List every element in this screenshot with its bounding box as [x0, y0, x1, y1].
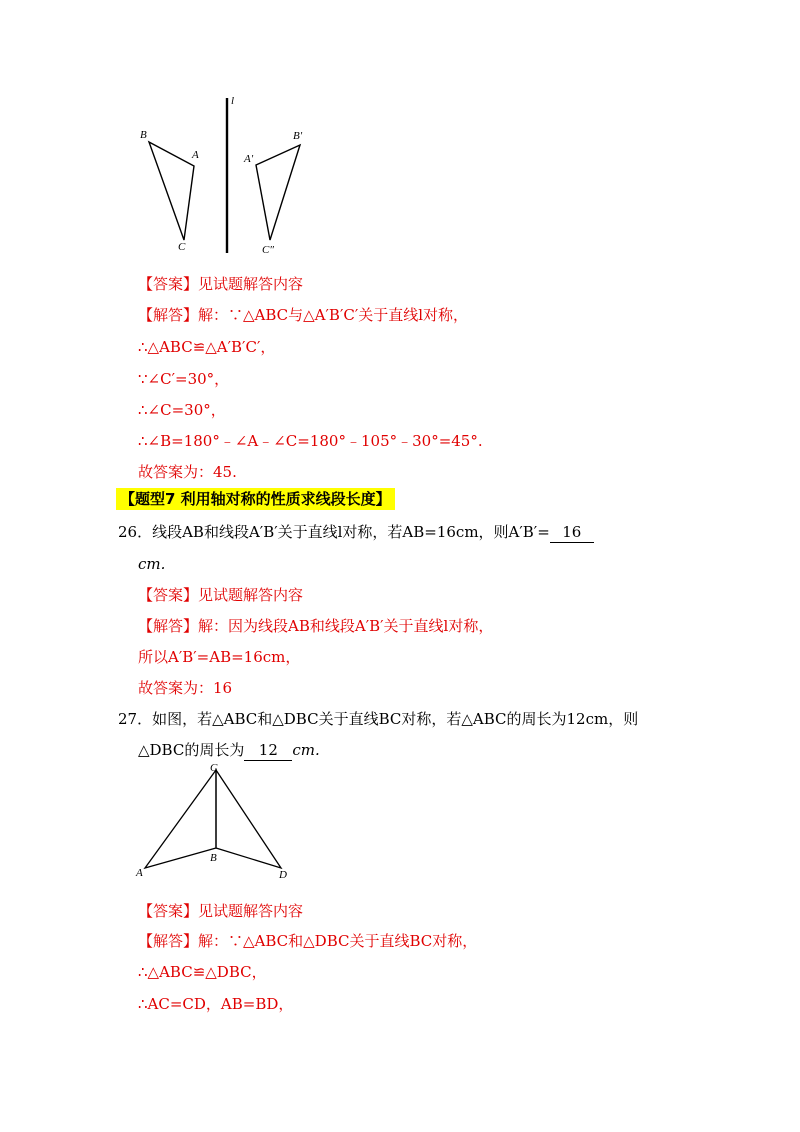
q25-solution-1: 【解答】解：∵△ABC与△A′B′C′关于直线l对称，: [138, 306, 469, 324]
label-l: l: [231, 95, 235, 107]
q26-answer-blank: 16: [550, 522, 594, 543]
label-C-prime: C″: [262, 244, 274, 256]
q25-solution-4: ∴∠C=30°，: [138, 401, 226, 419]
q27-number: 27．: [118, 710, 153, 728]
q26-answer-line: 【答案】见试题解答内容: [138, 586, 304, 604]
q26-solution-2: 所以A′B′=AB=16cm，: [138, 648, 301, 666]
q26-solution-1: 【解答】解：因为线段AB和线段A′B′关于直线l对称，: [138, 617, 494, 635]
q25-solution-6: 故答案为：45.: [138, 463, 237, 481]
label-D: D: [279, 869, 287, 881]
label-B-prime: B′: [293, 130, 303, 142]
q25-solution-5: ∴∠B=180°﹣∠A﹣∠C=180°﹣105°﹣30°=45°.: [138, 432, 483, 450]
triangle-a2b2c2: [256, 145, 300, 240]
q27-solution-2: ∴△ABC≌△DBC，: [138, 963, 267, 981]
label-C: C: [178, 241, 186, 253]
label-A: A: [136, 867, 143, 879]
label-C: C: [210, 762, 218, 774]
label-A-prime: A′: [244, 153, 254, 165]
q25-answer-line: 【答案】见试题解答内容: [138, 275, 304, 293]
q26-stem-line1: [118, 522, 594, 543]
q26-stem: 线段AB和线段A′B′关于直线l对称，若AB=16cm，则A′B′=: [152, 523, 550, 541]
q27-answer-line: 【答案】见试题解答内容: [138, 902, 304, 920]
q27-answer-blank: 12: [244, 740, 292, 761]
label-B: B: [140, 129, 147, 141]
q27-stem-2a: △DBC的周长为: [138, 741, 245, 759]
triangle-abc: [149, 142, 194, 240]
q27-unit: cm.: [292, 741, 320, 759]
q27-stem-line2: [138, 740, 320, 761]
section-heading: 【题型7 利用轴对称的性质求线段长度】: [116, 488, 395, 510]
q27-stem: 如图，若△ABC和△DBC关于直线BC对称，若△ABC的周长为12cm，则: [152, 710, 639, 728]
q26-solution-3: 故答案为：16: [138, 679, 233, 697]
symmetry-figure-2: [130, 760, 300, 885]
triangle-abc-2: [145, 770, 216, 868]
q27-solution-3: ∴AC=CD，AB=BD，: [138, 995, 294, 1013]
q25-solution-2: ∴△ABC≌△A′B′C′，: [138, 338, 276, 356]
label-A: A: [192, 149, 199, 161]
triangle-dbc: [216, 770, 281, 868]
q26-stem-line2: cm.: [138, 555, 166, 573]
q25-solution-3: ∵∠C′=30°，: [138, 370, 230, 388]
label-B: B: [210, 852, 217, 864]
q27-solution-1: 【解答】解：∵△ABC和△DBC关于直线BC对称，: [138, 932, 478, 950]
q27-stem-line1: [118, 709, 638, 729]
symmetry-figure-1: [130, 90, 330, 260]
q26-number: 26．: [118, 523, 153, 541]
